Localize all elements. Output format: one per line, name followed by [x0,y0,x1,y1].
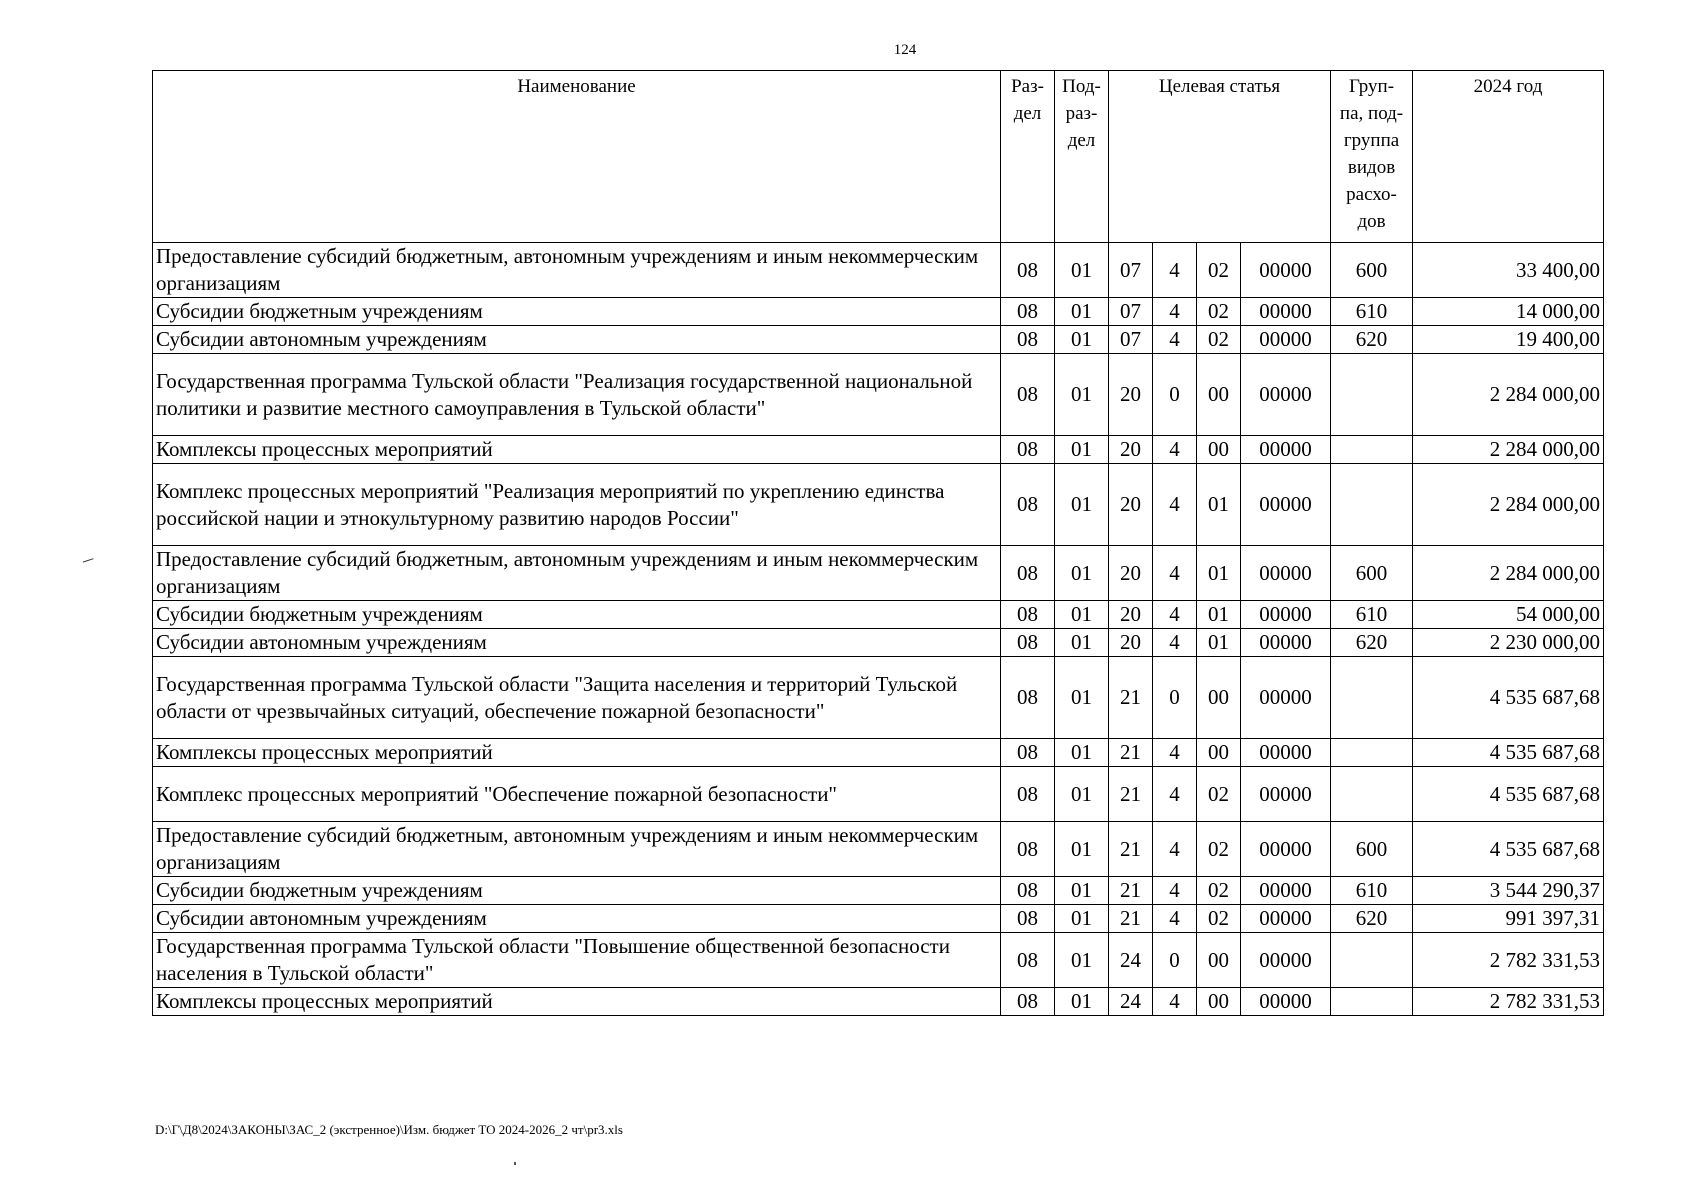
row-article-type: 4 [1153,298,1197,326]
row-article-type: 4 [1153,988,1197,1016]
row-article-code: 00000 [1241,905,1331,933]
row-article-code: 00000 [1241,326,1331,354]
stray-dot [514,1162,516,1165]
table-row [153,739,1604,767]
row-article-direction: 02 [1197,298,1241,326]
row-article-direction: 02 [1197,243,1241,298]
row-amount: 54 000,00 [1413,601,1604,629]
row-subsection: 01 [1055,657,1109,739]
row-expense-group [1331,933,1413,988]
table-body [153,243,1604,1016]
row-amount: 3 544 290,37 [1413,877,1604,905]
row-section: 08 [1001,601,1055,629]
table-row [153,905,1604,933]
row-article-code: 00000 [1241,822,1331,877]
row-article-type: 4 [1153,243,1197,298]
row-article-type: 4 [1153,905,1197,933]
row-subsection: 01 [1055,822,1109,877]
row-subsection: 01 [1055,436,1109,464]
table-row [153,822,1604,877]
row-section: 08 [1001,767,1055,822]
row-section: 08 [1001,298,1055,326]
row-expense-group: 600 [1331,546,1413,601]
row-subsection: 01 [1055,546,1109,601]
row-expense-group: 610 [1331,877,1413,905]
row-article-direction: 01 [1197,601,1241,629]
row-article-program: 20 [1109,436,1153,464]
footer-file-path: D:\Г\Д8\2024\ЗАКОНЫ\ЗАС_2 (экстренное)\Изм. бюджет ТО 2024-2026_2 чт\pr3.xls [155,1122,623,1137]
row-subsection: 01 [1055,933,1109,988]
table-row [153,546,1604,601]
row-article-program: 20 [1109,546,1153,601]
row-article-code: 00000 [1241,243,1331,298]
row-section: 08 [1001,354,1055,436]
row-amount: 2 230 000,00 [1413,629,1604,657]
row-article-code: 00000 [1241,657,1331,739]
row-amount: 2 782 331,53 [1413,933,1604,988]
row-article-program: 07 [1109,326,1153,354]
row-name: Предоставление субсидий бюджетным, автономным учреждениям и иным некоммерческим организациям [153,546,1001,601]
row-name: Субсидии автономным учреждениям [153,905,1001,933]
budget-table [152,70,1604,1016]
row-amount: 4 535 687,68 [1413,739,1604,767]
table-row [153,464,1604,546]
row-article-direction: 01 [1197,464,1241,546]
row-article-type: 4 [1153,546,1197,601]
row-section: 08 [1001,243,1055,298]
row-article-program: 21 [1109,657,1153,739]
row-article-program: 21 [1109,877,1153,905]
row-article-type: 4 [1153,601,1197,629]
row-article-code: 00000 [1241,877,1331,905]
row-subsection: 01 [1055,601,1109,629]
row-amount: 33 400,00 [1413,243,1604,298]
row-section: 08 [1001,739,1055,767]
row-subsection: 01 [1055,988,1109,1016]
row-subsection: 01 [1055,629,1109,657]
row-amount: 2 284 000,00 [1413,546,1604,601]
row-expense-group: 620 [1331,326,1413,354]
row-article-type: 4 [1153,767,1197,822]
row-subsection: 01 [1055,464,1109,546]
table-row [153,657,1604,739]
table-row [153,988,1604,1016]
row-name: Субсидии бюджетным учреждениям [153,298,1001,326]
row-name: Государственная программа Тульской области "Реализация государственной национальной политики и развитие местного самоуправления в Тульской области" [153,354,1001,436]
table-header-row [153,71,1604,243]
row-name: Предоставление субсидий бюджетным, автономным учреждениям и иным некоммерческим организациям [153,243,1001,298]
table-row [153,243,1604,298]
row-article-type: 4 [1153,629,1197,657]
row-article-type: 4 [1153,436,1197,464]
header-expense-group: Груп- па, под- группа видов расхо- дов [1331,71,1413,243]
row-article-program: 20 [1109,601,1153,629]
row-section: 08 [1001,905,1055,933]
row-article-program: 21 [1109,905,1153,933]
row-article-code: 00000 [1241,354,1331,436]
row-article-program: 20 [1109,354,1153,436]
row-section: 08 [1001,877,1055,905]
row-article-direction: 02 [1197,822,1241,877]
row-name: Субсидии автономным учреждениям [153,629,1001,657]
row-subsection: 01 [1055,326,1109,354]
table-row [153,877,1604,905]
row-subsection: 01 [1055,243,1109,298]
row-amount: 19 400,00 [1413,326,1604,354]
row-name: Субсидии автономным учреждениям [153,326,1001,354]
row-article-direction: 00 [1197,739,1241,767]
row-article-program: 24 [1109,933,1153,988]
row-article-program: 21 [1109,822,1153,877]
row-article-type: 4 [1153,877,1197,905]
header-name: Наименование [153,71,1001,243]
row-article-direction: 00 [1197,988,1241,1016]
row-name: Государственная программа Тульской области "Защита населения и территорий Тульской области от чрезвычайных ситуаций, обеспечение пожарной безопасности" [153,657,1001,739]
table-row [153,326,1604,354]
row-article-code: 00000 [1241,767,1331,822]
page-number: 124 [893,42,917,58]
row-section: 08 [1001,436,1055,464]
row-name: Комплекс процессных мероприятий "Реализация мероприятий по укреплению единства российской нации и этнокультурному развитию народов России" [153,464,1001,546]
row-article-direction: 02 [1197,905,1241,933]
row-article-direction: 02 [1197,767,1241,822]
row-subsection: 01 [1055,354,1109,436]
row-section: 08 [1001,546,1055,601]
row-article-type: 4 [1153,822,1197,877]
stray-mark [81,554,93,562]
row-article-code: 00000 [1241,436,1331,464]
row-article-direction: 02 [1197,877,1241,905]
row-article-type: 0 [1153,657,1197,739]
row-expense-group: 620 [1331,629,1413,657]
row-subsection: 01 [1055,739,1109,767]
row-amount: 4 535 687,68 [1413,657,1604,739]
row-section: 08 [1001,464,1055,546]
row-article-code: 00000 [1241,601,1331,629]
table-row [153,933,1604,988]
row-article-type: 0 [1153,354,1197,436]
row-name: Комплексы процессных мероприятий [153,739,1001,767]
row-amount: 2 284 000,00 [1413,464,1604,546]
row-name: Субсидии бюджетным учреждениям [153,601,1001,629]
row-expense-group: 610 [1331,601,1413,629]
row-article-type: 4 [1153,739,1197,767]
table-row [153,767,1604,822]
row-article-direction: 00 [1197,436,1241,464]
header-target-article: Целевая статья [1109,71,1331,243]
row-name: Субсидии бюджетным учреждениям [153,877,1001,905]
row-expense-group [1331,436,1413,464]
row-article-code: 00000 [1241,464,1331,546]
row-name: Государственная программа Тульской области "Повышение общественной безопасности населения в Тульской области" [153,933,1001,988]
row-expense-group [1331,988,1413,1016]
row-article-program: 07 [1109,298,1153,326]
row-article-direction: 00 [1197,657,1241,739]
row-expense-group: 620 [1331,905,1413,933]
row-article-direction: 01 [1197,546,1241,601]
row-section: 08 [1001,657,1055,739]
row-section: 08 [1001,326,1055,354]
row-article-program: 24 [1109,988,1153,1016]
row-expense-group [1331,767,1413,822]
row-article-program: 07 [1109,243,1153,298]
row-amount: 4 535 687,68 [1413,822,1604,877]
row-name: Предоставление субсидий бюджетным, автономным учреждениям и иным некоммерческим организациям [153,822,1001,877]
row-article-program: 21 [1109,739,1153,767]
row-section: 08 [1001,988,1055,1016]
row-subsection: 01 [1055,877,1109,905]
row-article-program: 20 [1109,629,1153,657]
row-amount: 2 284 000,00 [1413,436,1604,464]
row-expense-group: 610 [1331,298,1413,326]
row-article-direction: 00 [1197,933,1241,988]
row-expense-group [1331,739,1413,767]
row-section: 08 [1001,822,1055,877]
row-article-code: 00000 [1241,988,1331,1016]
row-expense-group: 600 [1331,822,1413,877]
row-article-code: 00000 [1241,546,1331,601]
row-subsection: 01 [1055,905,1109,933]
row-name: Комплексы процессных мероприятий [153,436,1001,464]
row-article-direction: 02 [1197,326,1241,354]
row-article-type: 0 [1153,933,1197,988]
row-amount: 991 397,31 [1413,905,1604,933]
row-article-code: 00000 [1241,629,1331,657]
row-article-code: 00000 [1241,739,1331,767]
header-year: 2024 год [1413,71,1604,243]
row-article-program: 20 [1109,464,1153,546]
row-section: 08 [1001,629,1055,657]
row-article-direction: 01 [1197,629,1241,657]
row-expense-group: 600 [1331,243,1413,298]
table-row [153,436,1604,464]
row-subsection: 01 [1055,767,1109,822]
table-row [153,354,1604,436]
row-expense-group [1331,464,1413,546]
row-amount: 2 782 331,53 [1413,988,1604,1016]
row-article-code: 00000 [1241,933,1331,988]
row-article-program: 21 [1109,767,1153,822]
row-expense-group [1331,657,1413,739]
row-subsection: 01 [1055,298,1109,326]
header-subsection: Под- раз- дел [1055,71,1109,243]
table-row [153,629,1604,657]
row-article-type: 4 [1153,326,1197,354]
row-amount: 14 000,00 [1413,298,1604,326]
row-article-type: 4 [1153,464,1197,546]
row-article-direction: 00 [1197,354,1241,436]
table-row [153,298,1604,326]
row-section: 08 [1001,933,1055,988]
table-row [153,601,1604,629]
row-expense-group [1331,354,1413,436]
row-name: Комплексы процессных мероприятий [153,988,1001,1016]
row-amount: 4 535 687,68 [1413,767,1604,822]
row-amount: 2 284 000,00 [1413,354,1604,436]
header-section: Раз- дел [1001,71,1055,243]
row-article-code: 00000 [1241,298,1331,326]
row-name: Комплекс процессных мероприятий "Обеспечение пожарной безопасности" [153,767,1001,822]
